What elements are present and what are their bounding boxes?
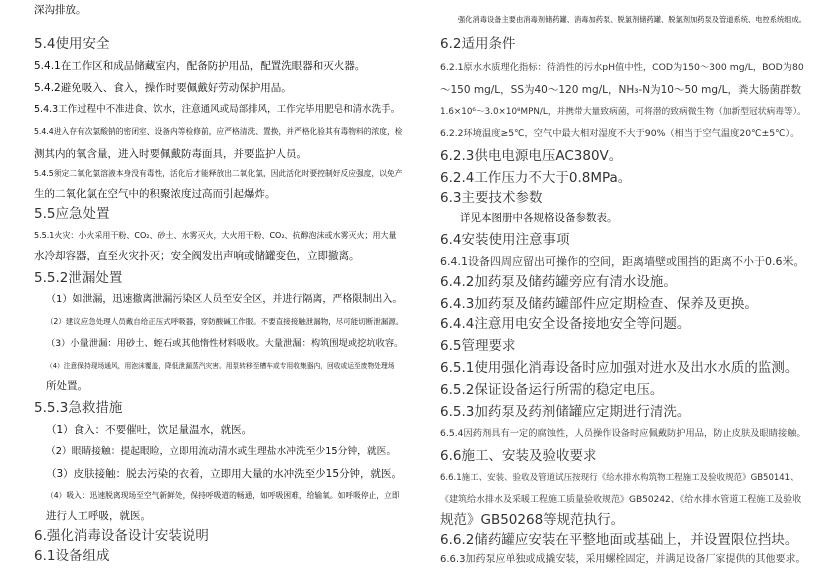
text-line: （1）如泄漏，迅速撤离泄漏污染区人员至安全区，并进行隔离，严格限制出入。 xyxy=(46,294,403,305)
text-line: 强化消毒设备主要由消毒剂储药罐、消毒加药泵、脱氯剂储药罐、脱氯剂加药泵及管道系统、电控系统组成。 xyxy=(458,15,807,24)
text-line: 6.5.4因药剂具有一定的腐蚀性，人员操作设备时应佩戴防护用品，防止皮肤及眼睛接触。 xyxy=(440,428,806,439)
text-line: 所处置。 xyxy=(46,380,88,392)
text-line: 5.4.5须定二氧化氯溶液本身没有毒性，活化后才能释放出二氧化氯，因此活化时要控制好反应强度，以免产 xyxy=(34,169,403,178)
text-line: 6.2.1原水水质理化指标：待消性的污水pH值中性，COD为150～300 mg/L，BOD为80 xyxy=(440,62,804,73)
section-heading: 6.强化消毒设备设计安装说明 xyxy=(34,528,209,544)
text-line: 5.4.4进入存有次氯酸钠的密闭室、设备内等检修前，应严格清洗、置换，并严格化验其有毒物料的浓度，检 xyxy=(34,127,403,136)
text-line: （2）眼睛接触：提起眼睑，立即用流动清水或生理盐水冲洗至少15分钟，就医。 xyxy=(46,446,397,457)
text-line: 6.5.1使用强化消毒设备时应加强对进水及出水水质的监测。 xyxy=(440,360,799,376)
text-line: （1）食入：不要催吐，饮足量温水，就医。 xyxy=(46,424,253,436)
text-line: 5.4.1在工作区和成品储藏室内，配备防护用品，配置洗眼器和灭火器。 xyxy=(34,60,366,72)
section-heading: 6.4安装使用注意事项 xyxy=(440,232,570,248)
section-heading: 6.1设备组成 xyxy=(34,548,110,564)
text-line: 6.6.2储药罐应安装在平整地面或基础上，并设置限位挡块。 xyxy=(440,532,799,548)
section-heading: 6.3主要技术参数 xyxy=(440,190,543,206)
text-line: 6.2.3供电电源电压AC380V。 xyxy=(440,148,623,164)
text-line: 6.2.2环境温度≥5℃，空气中最大相对湿度不大于90%（相当于空气温度20℃±5℃）。 xyxy=(440,128,800,139)
text-line: 《建筑给水排水及采暖工程施工质量验收规范》GB50242、《给水排水管道工程施工及验收 xyxy=(440,495,802,505)
text-line: 详见本图册中各规格设备参数表。 xyxy=(460,212,618,224)
section-heading: 6.5管理要求 xyxy=(440,338,516,354)
text-line: 规范》GB50268等规范执行。 xyxy=(440,512,625,528)
text-line: 5.4.2避免吸入、食入，操作时要佩戴好劳动保护用品。 xyxy=(34,82,292,94)
text-line: 6.6.3加药泵应单独或成撬安装，采用螺栓固定，并满足设备厂家提供的其他要求。 xyxy=(440,554,806,565)
text-line: 6.2.4工作压力不大于0.8MPa。 xyxy=(440,170,632,186)
text-line: 6.4.1设备四周应留出可操作的空间，距离墙壁或围挡的距离不小于0.6米。 xyxy=(440,255,805,268)
section-heading: 5.5.3急救措施 xyxy=(34,400,123,416)
text-line: （4）注意保持现场通风，用泡沫覆盖，降低泄漏蒸汽灾害。用泵转移至槽车或专用收集器内，回收或运至废物处理场 xyxy=(46,362,395,370)
text-line: 6.4.4注意用电安全设备接地安全等问题。 xyxy=(440,316,691,332)
text-line: （4）吸入：迅速脱离现场至空气新鲜处，保持呼吸道的畅通，如呼吸困难，给输氧。如呼吸停止，立即 xyxy=(46,491,400,500)
text-line: （2）建议应急处理人员戴自给正压式呼吸器，穿防酸碱工作服。不要直接接触泄漏物，尽可能切断泄漏源。 xyxy=(46,317,404,326)
text-line: 5.5.1火灾：小火采用干粉、CO₂、砂土、水雾灭火，大火用干粉、CO₂、抗醇泡沫或水雾灭火；用大量 xyxy=(34,231,397,240)
text-line: 5.4.3工作过程中不准进食、饮水，注意通风或局部排风，工作完毕用肥皂和清水洗手。 xyxy=(34,104,401,115)
section-heading: 5.4使用安全 xyxy=(34,36,110,52)
text-line: 水冷却容器，直至火灾扑灭；安全阀发出声响或储罐变色，立即撤离。 xyxy=(34,250,360,262)
text-line: 测其内的氧含量，进入时要佩戴防毒面具，并要监护人员。 xyxy=(34,148,307,160)
section-heading: 6.6施工、安装及验收要求 xyxy=(440,448,597,464)
section-heading: 5.5.2泄漏处置 xyxy=(34,270,123,286)
section-heading: 5.5应急处置 xyxy=(34,206,110,222)
text-line: ～150 mg/L，SS为40～120 mg/L，NH₃-N为10～50 mg/L，粪大肠菌群数 xyxy=(440,84,801,96)
text-line: （3）小量泄漏：用砂土、蛭石或其他惰性材料吸收。大量泄漏：构筑围堤或挖坑收容。 xyxy=(46,338,404,349)
text-line: 生的二氧化氯在空气中的积聚浓度过高而引起爆炸。 xyxy=(34,188,276,200)
text-line: 6.4.2加药泵及储药罐旁应有清水设施。 xyxy=(440,274,677,290)
text-line: 进行人工呼吸，就医。 xyxy=(46,510,151,522)
text-line: 1.6×10⁶～3.0×10⁸MPN/L，并携带大量致病菌，可将潜的致病微生物（加新型冠状病毒等）。 xyxy=(440,107,806,117)
text-line: 6.5.3加药泵及药剂储罐应定期进行清洗。 xyxy=(440,404,691,420)
text-line: 深沟排放。 xyxy=(34,4,87,16)
text-line: 6.5.2保证设备运行所需的稳定电压。 xyxy=(440,382,664,398)
text-line: 6.4.3加药泵及储药罐部件应定期检查、保养及更换。 xyxy=(440,296,758,312)
text-line: 6.6.1施工、安装、验收及管道试压按现行《给水排水构筑物工程施工及验收规范》GB50141、 xyxy=(440,473,799,483)
section-heading: 6.2适用条件 xyxy=(440,36,516,52)
text-line: （3）皮肤接触：脱去污染的衣着，立即用大量的水冲洗至少15分钟，就医。 xyxy=(46,468,403,480)
